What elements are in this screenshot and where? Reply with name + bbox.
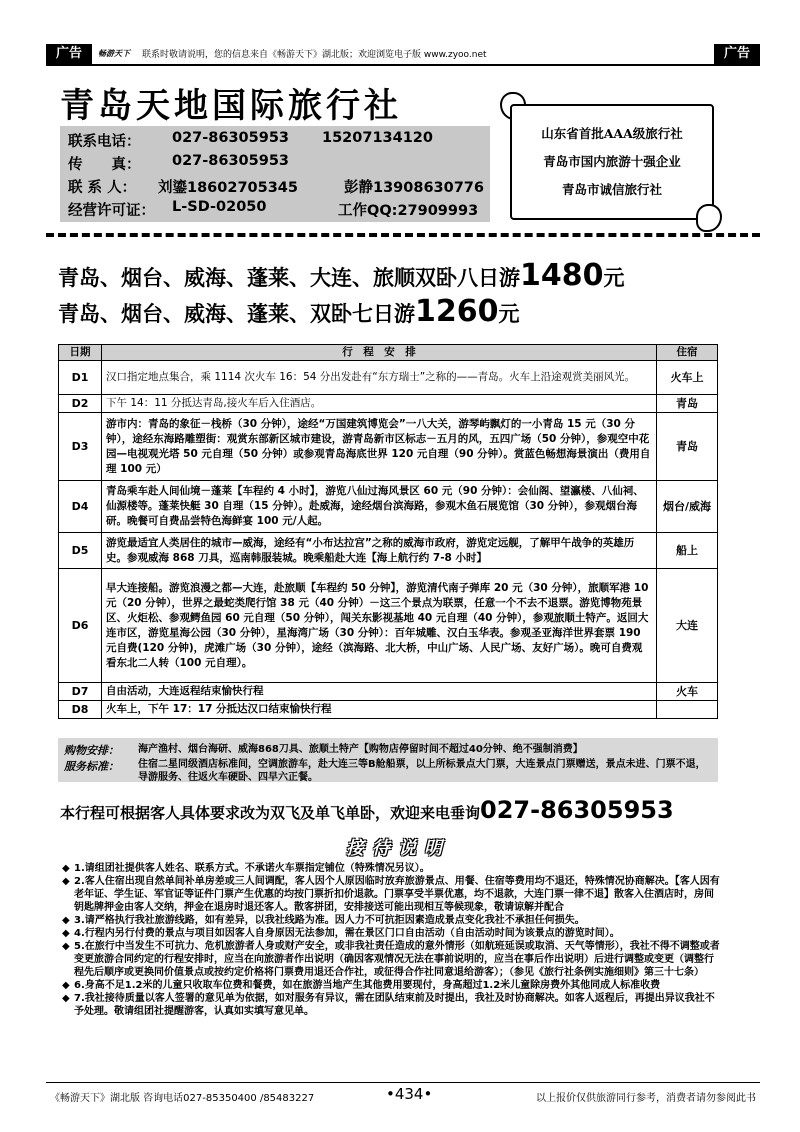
diamond-bullet-icon: ◆ [62,863,70,874]
list-item [62,862,722,875]
shopping-text: 海产渔村、烟台海研、威海868刀具、旅顺土特产【购物店停留时间不超过40分钟、绝不强制消费】 [138,744,583,755]
note-text: 1.请组团社提供客人姓名、联系方式。不承诺火车票指定铺位（特殊情况另议）。 [74,863,430,874]
notice-title: 接待说明 [346,838,450,859]
contact-license-row [68,199,479,220]
note-text: 3.请严格执行我社旅游线路，如有差异，以我社线路为准。因人力不可抗拒因素造成景点变化我社不承担任何损失。 [74,915,585,926]
note-text: 5.在旅行中当发生不可抗力、危机旅游者人身或财产安全，或非我社责任造成的意外情形（如航班延误或取消、天气等情形），我社不得不调整或者变更旅游合同约定的行程安排时，应当在向旅游者作出说明（确因客观情况无法在事前说明的，应当在事后作出说明）后进行调整或变更（调整行程先后顺序或更换同价值景点或按约定价格将门票费用退还合作社，或征得合作社同意退给游客）；（参见《旅行社条例实施细则》第三十七条） [74,941,720,978]
diamond-bullet-icon: ◆ [62,941,70,952]
row-day: D4 [59,481,102,533]
note-text: 6.身高不足1.2米的儿童只收取车位费和餐费，如在旅游当地产生其他费用要现付，身高超过1.2米儿童除房费外其他同成人标准收费 [74,980,661,991]
company-name: 青岛天地国际旅行社 [60,86,402,126]
table-row [59,569,718,683]
contact-box [60,126,490,222]
list-item [62,927,722,940]
license-number: L-SD-02050 [172,199,267,215]
note-text: 2.客人住宿出现自然单间补单房差或三人间调配，客人因个人原因临时放弃旅游景点、用餐、住宿等费用均不退还，特殊情况协商解决。【客人因有老年证、学生证、军官证等证件门票产生优惠的均按门票折扣价退款。门票享受半票优惠，均不退款，大连门票一律不退】散客入住酒店时，房间钥匙牌押金由客人交纳，押金在退房时退还客人。散客拼团，安排接送可能出现相互等候现象，敬请谅解并配合 [74,876,720,913]
row-plan: 青岛乘车赴人间仙境－蓬莱【车程约 4 小时】，游览八仙过海风景区 60 元（90 分钟）：会仙阁、望瀛楼、八仙祠、仙源楼等。蓬莱快艇 30 自理（15 分钟）。赴威海，途经烟台滨海路，参观木鱼石展览馆（30 分钟），参观烟台海研。晚餐可自费品尝特色海鲜宴 100 元/人起。 [102,481,657,533]
list-item [62,979,722,992]
row-stay: 火车 [657,683,718,701]
hotline [60,796,674,824]
table-row [59,683,718,701]
contact-phone-row [68,130,433,151]
shopping-label: 购物安排： [64,744,119,757]
list-item [62,992,722,1018]
honor-3: 青岛市诚信旅行社 [561,182,662,197]
row-plan: 早大连接船。游览浪漫之都—大连，赴旅顺【车程约 50 分钟】，游览清代南子弹库 20 元（30 分钟），旅顺军港 10 元（20 分钟），世界之最蛇类爬行馆 38 元（40 分钟）－这三个景点为联票，任意一个不去不退票。游览博物苑景区、火炬松、参观鳄鱼园 60 元自理（50 分钟），闯关东影视基地 40 元自理（40 分钟），参观旅顺土特产。返回大连市区，游览星海公园（30 分钟），星海湾广场（30 分钟）：百年城雕、汉白玉华表。参观圣亚海洋世界套票 190 元自费(120 分钟)，虎滩广场（30 分钟），途经（滨海路、北大桥，中山广场、人民广场、友好广场）。晚可自费观看东北二人转（100 元自理）。 [102,569,657,683]
header-stay: 住宿 [657,345,718,361]
row-plan: 游览最适宜人类居住的城市—威海，途经有“小布达拉宫”之称的威海市政府，游览定远舰，了解甲午战争的英雄历史。参观威海 868 刀具，巡南韩服装城。晚乘船赴大连【海上航行约 7-8 小时】 [102,533,657,569]
table-row [59,481,718,533]
row-day: D5 [59,533,102,569]
shopping-service-box [58,738,718,782]
fax-label: 传 真： [68,157,141,173]
phone-1: 027-86305953 [172,130,289,146]
row-day: D7 [59,683,102,701]
row-plan: 自由活动，大连返程结束愉快行程 [102,683,657,701]
diamond-bullet-icon: ◆ [62,915,70,926]
publication-logo: 畅游天下 [98,49,130,58]
row-stay: 船上 [657,533,718,569]
contact-person-row [68,176,484,197]
diamond-bullet-icon: ◆ [62,993,70,1004]
scroll-curl-right-icon [696,204,722,232]
header-plan: 行 程 安 排 [102,345,657,361]
table-row [59,395,718,413]
list-item [62,914,722,927]
header-date: 日期 [59,345,102,361]
ad-tag-right: 广告 [714,44,760,64]
person-label: 联 系 人： [68,180,137,196]
service-text: 住宿二星同级酒店标准间，空调旅游车，赴大连三等B舱船票，以上所标景点大门票，大连景点门票赠送，景点未进、门票不退，导游服务、往返火车硬卧、四早六正餐。 [138,759,706,783]
phone-2: 15207134120 [322,130,433,146]
note-text: 4.行程内另行付费的景点与项目如因客人自身原因无法参加，需在景区门口自由活动（自由活动时间为该景点的游览时间）。 [74,928,620,939]
row-day: D6 [59,569,102,683]
row-day: D3 [59,413,102,481]
row-day: D1 [59,361,102,395]
person-2: 彭静13908630776 [344,180,484,196]
diamond-bullet-icon: ◆ [62,876,70,887]
row-plan: 汉口指定地点集合，乘 1114 次火车 16：54 分出发赴有“东方瑞士”之称的——青岛。火车上沿途观赏美丽风光。 [102,361,657,395]
row-stay: 青岛 [657,413,718,481]
notice-list [62,862,722,1018]
route-2-price: 1260 [415,294,499,329]
dashed-divider [46,233,760,237]
honors-box [510,104,714,220]
row-plan: 火车上，下午 17：17 分抵达汉口结束愉快行程 [102,701,657,719]
page-footer [46,1082,760,1107]
list-item [62,940,722,979]
hotline-phone: 027-86305953 [480,796,674,824]
table-row [59,701,718,719]
work-qq: 工作QQ:27909993 [338,203,479,219]
contact-fax-row [68,153,289,174]
diamond-bullet-icon: ◆ [62,980,70,991]
footer-right: 以上报价仅供旅游同行参考，消费者请勿参阅此书 [536,1093,756,1104]
service-label: 服务标准： [64,760,119,773]
person-1: 刘鎏18602705345 [158,180,298,196]
row-plan: 游市内：青岛的象征－栈桥（30 分钟），途经“万国建筑博览会”一八大关，游琴屿飘灯的一小青岛 15 元（30 分钟），途经东海路雕塑街：观赏东部新区城市建设，游青岛新市区标志－五月的风，五四广场（50 分钟），参观空中花园—电视观光塔 50 元自理（50 分钟）或参观青岛海底世界 120 元自理（90 分钟）。赏蓝色畅想海景演出（费用自理 100 元） [102,413,657,481]
row-stay: 大连 [657,569,718,683]
route-1-name: 青岛、烟台、威海、蓬莱、大连、旅顺双卧八日游 [58,265,520,290]
row-stay: 烟台/威海 [657,481,718,533]
license-label: 经营许可证： [68,203,155,219]
table-row [59,413,718,481]
row-day: D8 [59,701,102,719]
row-stay [657,701,718,719]
footer-left: 《畅游天下》湖北版 咨询电话027-85350400 /85483227 [50,1093,315,1104]
table-row [59,361,718,395]
honor-1: 山东省首批AAA级旅行社 [541,126,683,141]
route-title-2 [58,294,520,329]
honors-scroll [500,92,722,232]
honor-2: 青岛市国内旅游十强企业 [543,154,681,169]
fax-number: 027-86305953 [172,153,289,169]
hotline-text: 本行程可根据客人具体要求改为双飞及单飞单卧，欢迎来电垂询 [60,804,481,822]
route-title-1 [58,258,625,293]
row-stay: 火车上 [657,361,718,395]
top-note: 联系时敬请说明，您的信息来自《畅游天下》湖北版；欢迎浏览电子版 www.zyoo.net [142,50,487,60]
route-2-unit: 元 [498,301,520,326]
row-stay: 青岛 [657,395,718,413]
row-day: D2 [59,395,102,413]
route-2-name: 青岛、烟台、威海、蓬莱、双卧七日游 [58,301,415,326]
itinerary-table [58,344,718,719]
note-text: 7.我社接待质量以客人签署的意见单为依据，如对服务有异议，需在团队结束前及时提出，我社及时协商解决。如客人返程后，再提出异议我社不予处理。敬请组团社提醒游客，认真如实填写意见单。 [74,993,715,1017]
phone-label: 联系电话： [68,134,141,150]
ad-tag-left: 广告 [46,44,92,64]
diamond-bullet-icon: ◆ [62,928,70,939]
table-header-row [59,345,718,361]
route-1-price: 1480 [520,258,604,293]
route-1-unit: 元 [603,265,625,290]
page-number: •434• [386,1085,433,1103]
list-item [62,875,722,914]
row-plan: 下午 14：11 分抵达青岛,接火车后入住酒店。 [102,395,657,413]
top-banner [46,44,760,66]
table-row [59,533,718,569]
